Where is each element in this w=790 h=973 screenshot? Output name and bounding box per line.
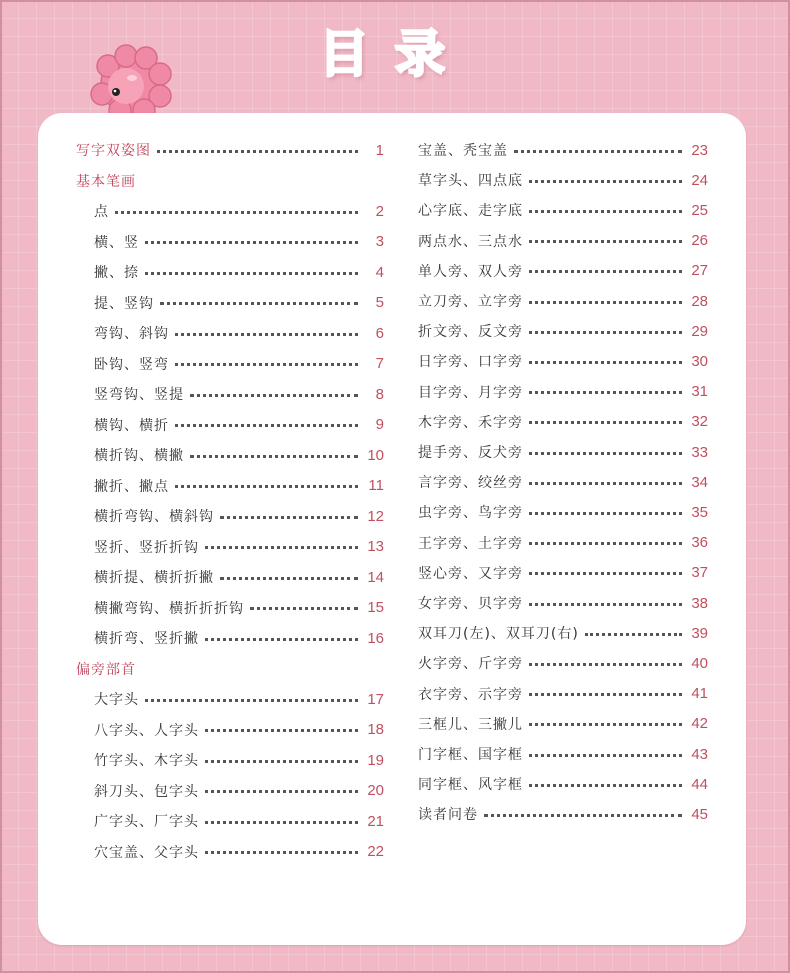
toc-page-number: 25 — [691, 201, 708, 219]
toc-entry-label: 八字头、人字头 — [94, 722, 199, 739]
toc-entry-label: 立刀旁、立字旁 — [418, 294, 523, 310]
toc-entry-label: 广字头、厂字头 — [94, 814, 199, 830]
toc-entry — [418, 289, 708, 313]
toc-section-header — [76, 657, 384, 681]
toc-entry — [94, 687, 384, 711]
toc-entry-label: 言字旁、绞丝旁 — [418, 475, 523, 492]
page-title: 目录 — [319, 25, 471, 83]
toc-page-number: 32 — [691, 413, 708, 431]
toc-entry — [418, 742, 708, 766]
toc-dot-leader — [205, 544, 358, 549]
toc-entry — [418, 802, 708, 826]
toc-entry — [418, 168, 708, 192]
toc-entry — [94, 321, 384, 345]
toc-entry — [418, 229, 708, 253]
toc-entry — [418, 319, 708, 343]
toc-entry — [94, 809, 384, 833]
toc-page-number: 42 — [691, 715, 708, 733]
toc-entry — [418, 349, 708, 373]
toc-page-number: 23 — [691, 141, 708, 159]
toc-entry — [94, 413, 384, 437]
toc-dot-leader — [145, 239, 358, 244]
toc-entry-label: 竹字头、木字头 — [94, 753, 199, 769]
toc-page-number: 20 — [367, 782, 384, 799]
toc-entry-label: 日字旁、口字旁 — [418, 354, 523, 371]
toc-page-number: 39 — [691, 624, 708, 642]
toc-dot-leader — [205, 788, 358, 793]
toc-entry — [418, 531, 708, 555]
toc-page-number: 31 — [691, 383, 708, 401]
toc-entry-label: 宝盖、秃宝盖 — [418, 143, 508, 159]
toc-entry-label: 横钩、横折 — [94, 417, 169, 434]
toc-dot-leader — [175, 483, 358, 488]
toc-page-number: 36 — [691, 534, 708, 552]
toc-dot-leader — [115, 209, 358, 214]
toc-entry-label: 王字旁、土字旁 — [418, 535, 523, 552]
toc-entry — [418, 591, 708, 615]
toc-dot-leader — [145, 270, 358, 275]
toc-dot-leader — [220, 575, 358, 580]
toc-entry — [418, 198, 708, 222]
toc-dot-leader — [145, 697, 358, 702]
toc-entry — [94, 382, 384, 406]
toc-page-number: 9 — [375, 416, 384, 433]
toc-entry-label: 女字旁、贝字旁 — [418, 596, 523, 612]
toc-page-number: 45 — [691, 805, 708, 823]
toc-entry-label: 目字旁、月字旁 — [418, 384, 523, 401]
toc-dot-leader — [250, 605, 358, 610]
toc-entry-label: 卧钩、竖弯 — [94, 356, 169, 373]
toc-dot-leader — [529, 299, 682, 304]
toc-dot-leader — [529, 570, 682, 575]
toc-page-number: 40 — [691, 654, 708, 672]
toc-dot-leader — [529, 238, 682, 243]
toc-page-number: 11 — [368, 477, 384, 494]
toc-entry-label: 单人旁、双人旁 — [418, 263, 523, 280]
toc-page-number: 27 — [691, 262, 708, 280]
toc-entry-label: 基本笔画 — [76, 173, 136, 190]
toc-entry-label: 提手旁、反犬旁 — [418, 445, 523, 461]
toc-entry — [76, 138, 384, 162]
toc-page-number: 41 — [691, 685, 708, 703]
toc-dot-leader — [529, 329, 682, 334]
toc-dot-leader — [529, 480, 682, 485]
toc-dot-leader — [529, 540, 682, 545]
toc-dot-leader — [529, 389, 682, 394]
toc-section-header — [76, 169, 384, 193]
toc-entry — [418, 621, 708, 645]
toc-dot-leader — [529, 268, 682, 273]
toc-page-number: 6 — [375, 324, 384, 342]
toc-entry — [94, 443, 384, 467]
toc-entry-label: 提、竖钩 — [94, 295, 154, 312]
toc-entry — [94, 260, 384, 284]
toc-dot-leader — [529, 178, 682, 183]
toc-entry — [418, 259, 708, 283]
toc-dot-leader — [205, 636, 358, 641]
toc-page-number: 33 — [691, 443, 708, 461]
toc-entry-label: 弯钩、斜钩 — [94, 326, 169, 342]
toc-page-number: 4 — [375, 263, 384, 281]
toc-entry-label: 撇、捺 — [94, 265, 139, 281]
toc-page-number: 13 — [367, 538, 384, 555]
toc-page-number: 2 — [375, 202, 384, 220]
toc-entry-label: 斜刀头、包字头 — [94, 783, 199, 800]
toc-entry — [418, 500, 708, 524]
toc-entry — [94, 199, 384, 223]
toc-entry — [418, 682, 708, 706]
toc-dot-leader — [484, 812, 682, 817]
toc-entry — [94, 535, 384, 559]
toc-entry-label: 折文旁、反文旁 — [418, 324, 523, 341]
toc-dot-leader — [190, 453, 358, 458]
toc-page-number: 3 — [375, 233, 384, 250]
toc-dot-leader — [529, 208, 682, 213]
toc-dot-leader — [220, 514, 358, 519]
toc-dot-leader — [205, 849, 358, 854]
toc-dot-leader — [514, 148, 682, 153]
toc-entry-label: 火字旁、斤字旁 — [418, 656, 523, 673]
toc-dot-leader — [157, 148, 358, 153]
toc-entry — [418, 440, 708, 464]
toc-page-number: 44 — [691, 775, 708, 793]
toc-entry — [94, 474, 384, 498]
toc-page-number: 38 — [691, 594, 708, 612]
toc-entry — [94, 352, 384, 376]
toc-entry — [94, 596, 384, 620]
pink-lion-icon — [86, 44, 176, 124]
toc-entry-label: 横撇弯钩、横折折折钩 — [94, 600, 244, 617]
toc-dot-leader — [529, 691, 682, 696]
toc-entry — [94, 291, 384, 315]
toc-entry-label: 读者问卷 — [418, 807, 478, 824]
toc-page-number: 5 — [375, 294, 384, 311]
toc-entry-label: 三框儿、三撇儿 — [418, 716, 523, 733]
toc-entry — [418, 561, 708, 585]
toc-entry — [94, 718, 384, 742]
toc-card — [38, 113, 746, 945]
toc-entry-label: 竖心旁、又字旁 — [418, 565, 523, 582]
toc-page-number: 1 — [375, 141, 384, 159]
toc-dot-leader — [529, 601, 682, 606]
toc-page-number: 35 — [691, 503, 708, 521]
toc-entry-label: 同字框、风字框 — [418, 777, 523, 794]
toc-page-number: 29 — [691, 322, 708, 340]
toc-entry-label: 衣字旁、示字旁 — [418, 686, 523, 703]
toc-entry — [418, 470, 708, 494]
toc-entry-label: 穴宝盖、父字头 — [94, 844, 199, 861]
toc-page-number: 17 — [367, 690, 384, 708]
toc-dot-leader — [205, 727, 358, 732]
toc-dot-leader — [175, 422, 358, 427]
toc-entry-label: 虫字旁、鸟字旁 — [418, 505, 523, 522]
toc-entry-label: 木字旁、禾字旁 — [418, 414, 523, 431]
toc-entry — [418, 651, 708, 675]
toc-dot-leader — [190, 392, 358, 397]
toc-page-number: 15 — [367, 599, 384, 616]
toc-entry-label: 点 — [94, 204, 109, 220]
toc-entry-label: 门字框、国字框 — [418, 747, 523, 763]
toc-page-number: 7 — [375, 355, 384, 372]
toc-page-number: 37 — [691, 564, 708, 582]
toc-entry — [418, 712, 708, 736]
toc-entry — [94, 230, 384, 254]
toc-entry-label: 竖弯钩、竖提 — [94, 387, 184, 403]
toc-dot-leader — [175, 331, 358, 336]
toc-dot-leader — [529, 721, 682, 726]
toc-page-number: 34 — [691, 473, 708, 491]
toc-dot-leader — [160, 300, 358, 305]
toc-page-number: 26 — [691, 232, 708, 250]
toc-page-number: 24 — [691, 171, 708, 189]
toc-dot-leader — [529, 359, 682, 364]
toc-entry-label: 写字双姿图 — [76, 143, 151, 159]
toc-dot-leader — [529, 752, 682, 757]
toc-entry — [418, 380, 708, 404]
toc-entry-label: 横折提、横折折撇 — [94, 570, 214, 586]
toc-entry-label: 横折弯、竖折撇 — [94, 631, 199, 647]
toc-page-number: 16 — [367, 629, 384, 647]
toc-entry — [418, 410, 708, 434]
toc-dot-leader — [529, 510, 682, 515]
toc-entry — [418, 772, 708, 796]
toc-page-number: 43 — [691, 745, 708, 763]
toc-page-number: 8 — [375, 385, 384, 403]
toc-entry — [94, 626, 384, 650]
toc-dot-leader — [529, 419, 682, 424]
toc-entry — [94, 840, 384, 864]
toc-entry-label: 横折钩、横撇 — [94, 448, 184, 464]
toc-page-number: 14 — [367, 568, 384, 586]
toc-entry-label: 双耳刀(左)、双耳刀(右) — [418, 626, 579, 643]
toc-entry — [418, 138, 708, 162]
toc-dot-leader — [585, 631, 682, 636]
toc-entry — [94, 748, 384, 772]
toc-dot-leader — [205, 758, 358, 763]
toc-dot-leader — [529, 782, 682, 787]
toc-page-number: 12 — [367, 507, 384, 525]
toc-entry-label: 大字头 — [94, 692, 139, 708]
toc-entry-label: 心字底、走字底 — [418, 203, 523, 220]
toc-entry-label: 偏旁部首 — [76, 661, 136, 678]
toc-dot-leader — [529, 661, 682, 666]
toc-page-number: 30 — [691, 352, 708, 370]
toc-entry-label: 横折弯钩、横斜钩 — [94, 509, 214, 525]
toc-dot-leader — [205, 819, 358, 824]
toc-entry-label: 竖折、竖折折钩 — [94, 539, 199, 556]
toc-entry — [94, 504, 384, 528]
toc-page-number: 10 — [367, 446, 384, 464]
toc-page-number: 22 — [367, 843, 384, 860]
toc-page-number: 21 — [367, 812, 384, 830]
toc-dot-leader — [529, 450, 682, 455]
toc-entry-label: 横、竖 — [94, 234, 139, 251]
toc-page-number: 18 — [367, 721, 384, 738]
toc-page-number: 19 — [367, 751, 384, 769]
toc-entry — [94, 779, 384, 803]
toc-page-number: 28 — [691, 292, 708, 310]
toc-dot-leader — [175, 361, 358, 366]
toc-entry-label: 撇折、撇点 — [94, 478, 169, 495]
toc-entry-label: 草字头、四点底 — [418, 173, 523, 190]
toc-entry-label: 两点水、三点水 — [418, 233, 523, 250]
toc-entry — [94, 565, 384, 589]
